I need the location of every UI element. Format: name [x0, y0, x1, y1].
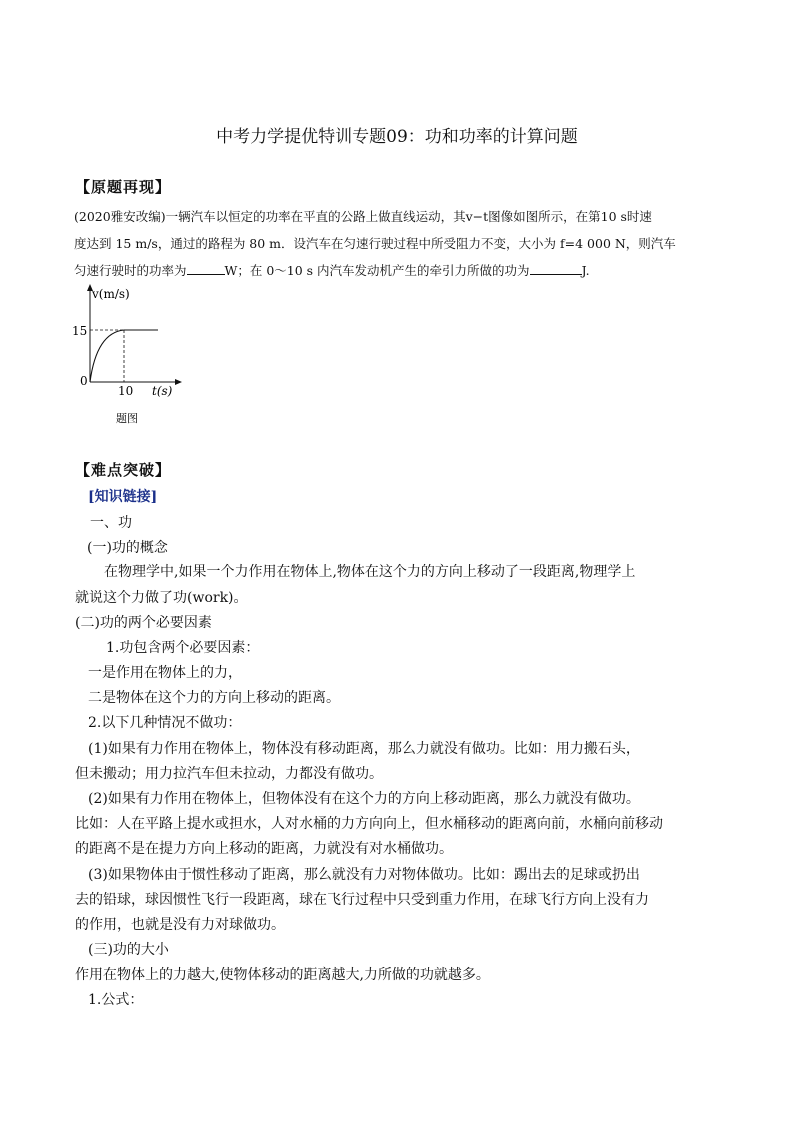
- answer-blank-power[interactable]: [187, 262, 225, 275]
- problem-line-3-part-2: W；在 0～10 s 内汽车发动机产生的牵引力所做的功为: [224, 263, 530, 278]
- section-heading-difficulty-breakthrough: 【难点突破】: [75, 461, 172, 479]
- text-line: 2.以下几种情况不做功：: [88, 715, 242, 731]
- y-tick-15: 15: [72, 324, 88, 338]
- knowledge-link-label: [知识链接]: [88, 489, 158, 505]
- problem-line-2: 度达到 15 m/s，通过的路程为 80 m．设汽车在匀速行驶过程中所受阻力不变，大小为 f=4 000 N，则汽车: [74, 236, 676, 251]
- text-line: 二是物体在这个力的方向上移动的距离。: [88, 690, 340, 706]
- text-line: (三)功的大小: [88, 942, 169, 958]
- answer-blank-work[interactable]: [530, 262, 582, 275]
- x-tick-10: 10: [118, 384, 134, 398]
- text-line: 比如：人在平路上提水或担水，人对水桶的力方向向上，但水桶移动的距离向前，水桶向前移动: [75, 816, 663, 832]
- problem-line-3: [74, 261, 590, 279]
- figure-caption: 题图: [116, 412, 138, 425]
- x-axis-arrow: [175, 379, 182, 385]
- text-line: (2)如果有力作用在物体上，但物体没有在这个力的方向上移动距离，那么力就没有做功。: [88, 791, 640, 807]
- text-line: 在物理学中,如果一个力作用在物体上,物体在这个力的方向上移动了一段距离,物理学上: [104, 564, 636, 580]
- text-line: 的作用，也就是没有力对球做功。: [75, 917, 285, 933]
- text-line: 一、功: [90, 515, 132, 531]
- y-axis-label: v(m/s): [92, 287, 130, 301]
- text-line: 去的铅球，球因惯性飞行一段距离，球在飞行过程中只受到重力作用，在球飞行方向上没有力: [75, 892, 649, 908]
- page-title: 中考力学提优特训专题09：功和功率的计算问题: [216, 127, 578, 147]
- origin-label: 0: [80, 374, 88, 388]
- text-line: (二)功的两个必要因素: [75, 615, 212, 631]
- text-line: 就说这个力做了功(work)。: [75, 590, 248, 606]
- velocity-time-graph: [72, 282, 192, 432]
- text-line: 的距离不是在提力方向上移动的距离，力就没有对水桶做功。: [75, 841, 453, 857]
- problem-line-3-part-1: 匀速行驶时的功率为: [74, 263, 187, 278]
- text-line: (1)如果有力作用在物体上，物体没有移动距离，那么力就没有做功。比如：用力搬石头，: [88, 741, 640, 757]
- problem-line-3-part-3: J.: [581, 263, 590, 278]
- section-heading-original-problem: 【原题再现】: [75, 178, 172, 196]
- acceleration-curve: [90, 330, 124, 382]
- text-line: 一是作用在物体上的力，: [88, 665, 242, 681]
- text-line: (3)如果物体由于惯性移动了距离，那么就没有力对物体做功。比如：踢出去的足球或扔出: [88, 867, 640, 883]
- problem-line-1: (2020雅安改编)一辆汽车以恒定的功率在平直的公路上做直线运动，其v−t图像如图所示，在第10 s时速: [74, 209, 652, 224]
- text-line: 但未搬动；用力拉汽车但未拉动，力都没有做功。: [75, 766, 383, 782]
- text-line: 作用在物体上的力越大,使物体移动的距离越大,力所做的功就越多。: [75, 967, 490, 983]
- x-axis-label: t(s): [152, 384, 173, 398]
- text-line: (一)功的概念: [87, 540, 168, 556]
- text-line: 1.功包含两个必要因素：: [106, 640, 260, 656]
- text-line: 1.公式：: [88, 992, 144, 1008]
